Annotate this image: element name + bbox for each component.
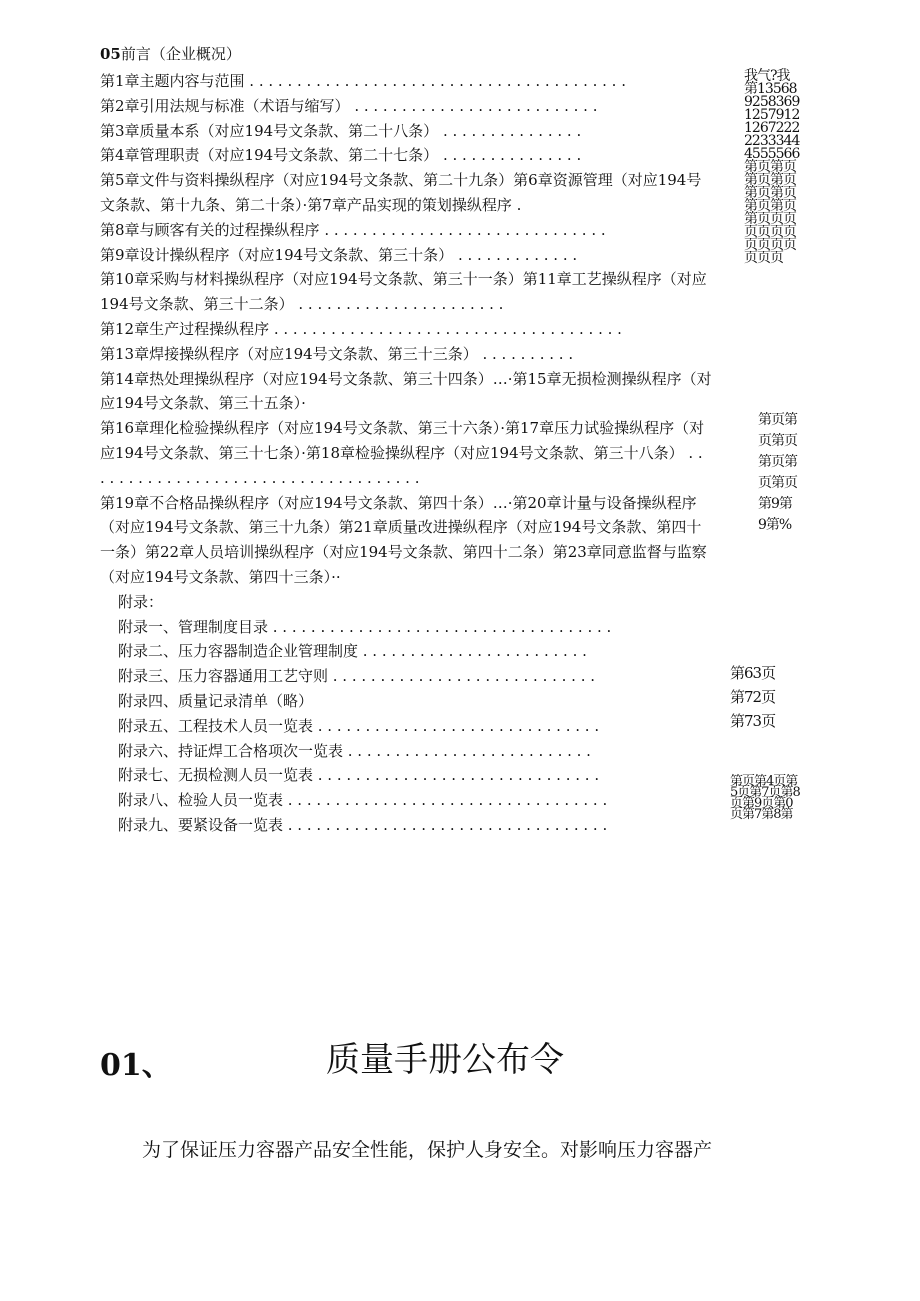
table-of-contents <box>100 69 712 838</box>
toc-entry-ch14-15[interactable]: 第14章热处理操纵程序（对应194号文条款、第三十四条）…·第15章无损检测操纵程序（对应194号文条款、第三十五条）· <box>100 369 712 413</box>
toc-entry-appendix-3[interactable]: 附录三、压力容器通用工艺守则 . . . . . . . . . . . . . . . . . . . . . . . . . . . . <box>118 667 596 686</box>
toc-entry-ch1[interactable]: 第1章主题内容与范围 . . . . . . . . . . . . . . . . . . . . . . . . . . . . . . . . . . . . . . . . <box>100 72 626 90</box>
toc-entry-ch3[interactable]: 第3章质量本系（对应194号文条款、第二十八条） . . . . . . . . . . . . . . . <box>100 121 582 140</box>
toc-entry-appendix-4[interactable]: 附录四、质量记录清单（略） <box>118 691 314 710</box>
section-number: 01、 <box>100 1048 172 1083</box>
toc-heading <box>100 44 241 64</box>
toc-entry-ch4[interactable]: 第4章管理职责（对应194号文条款、第二十七条） . . . . . . . . . . . . . . . <box>100 146 582 165</box>
toc-entry-appendix-7[interactable]: 附录七、无损检测人员一览表 . . . . . . . . . . . . . . . . . . . . . . . . . . . . . . <box>118 766 600 785</box>
page-number: 第63页 <box>730 664 776 682</box>
toc-entry-ch9[interactable]: 第9章设计操纵程序（对应194号文条款、第三十条） . . . . . . . . . . . . . <box>100 245 578 264</box>
section-heading: 质量手册公布令 <box>326 1040 564 1080</box>
page-number-column-4: 第页第4页第5页第7页第8页第9页第0页第7第8第 <box>730 774 800 822</box>
appendix-label: 附录： <box>118 592 164 611</box>
toc-entry-appendix-9[interactable]: 附录九、要紧设备一览表 . . . . . . . . . . . . . . . . . . . . . . . . . . . . . . . . . . <box>118 815 608 834</box>
toc-entry-ch12[interactable]: 第12章生产过程操纵程序 . . . . . . . . . . . . . . . . . . . . . . . . . . . . . . . . . . . . . <box>100 319 622 338</box>
toc-entry-appendix-2[interactable]: 附录二、压力容器制造企业管理制度 . . . . . . . . . . . . . . . . . . . . . . . . <box>118 642 587 661</box>
toc-entry-ch13[interactable]: 第13章焊接操纵程序（对应194号文条款、第三十三条） . . . . . . . . . . <box>100 344 574 363</box>
body-paragraph: 为了保证压力容器产品安全性能，保护人身安全。对影响压力容器产 <box>142 1139 713 1161</box>
toc-entry-ch10-11[interactable]: 第10章采购与材料操纵程序（对应194号文条款、第三十一条）第11章工艺操纵程序（对应194号文条款、第三十二条） . . . . . . . . . . . . . . . . . . . . . . <box>100 270 707 314</box>
toc-heading-number: 05 <box>100 45 121 63</box>
toc-entry-appendix-1[interactable]: 附录一、管理制度目录 . . . . . . . . . . . . . . . . . . . . . . . . . . . . . . . . . . . . <box>118 617 612 636</box>
toc-heading-text: 前言（企业概况） <box>120 45 241 63</box>
toc-entry-appendix-6[interactable]: 附录六、持证焊工合格项次一览表 . . . . . . . . . . . . . . . . . . . . . . . . . . <box>118 741 591 760</box>
page-number-column-3 <box>730 661 800 733</box>
toc-entry-ch2[interactable]: 第2章引用法规与标准（术语与缩写） . . . . . . . . . . . . . . . . . . . . . . . . . . <box>100 96 598 115</box>
toc-entry-appendix-5[interactable]: 附录五、工程技术人员一览表 . . . . . . . . . . . . . . . . . . . . . . . . . . . . . . <box>118 716 600 735</box>
page-number: 第73页 <box>730 712 776 730</box>
page-number-column-1: 我气?我第1356892583691257912126722222333444555566第页第页第页第页第页第页第页第页第页页页页页页页页页页页页页页 <box>744 68 800 266</box>
toc-entry-ch8[interactable]: 第8章与顾客有关的过程操纵程序 . . . . . . . . . . . . . . . . . . . . . . . . . . . . . . <box>100 220 606 239</box>
toc-entry-ch5-7[interactable]: 第5章文件与资料操纵程序（对应194号文条款、第二十九条）第6章资源管理（对应194号文条款、第十九条、第二十条）·第7章产品实现的策划操纵程序 . <box>100 171 702 214</box>
section-title <box>100 1032 820 1082</box>
toc-entry-appendix-8[interactable]: 附录八、检验人员一览表 . . . . . . . . . . . . . . . . . . . . . . . . . . . . . . . . . . <box>118 791 608 810</box>
page-number: 第72页 <box>730 688 776 706</box>
toc-entry-ch19-23[interactable]: 第19章不合格品操纵程序（对应194号文条款、第四十条）…·第20章计量与设备操纵程序（对应194号文条款、第三十九条）第21章质量改进操纵程序（对应194号文条款、第四十一条）第22章人员培训操纵程序（对应194号文条款、第四十二条）第23章同意监督与监察（对应194号文条款、第四十三条）·· <box>100 493 707 586</box>
page-number-column-2: 第页第页第页第页第页第页第9第9第% <box>758 412 797 533</box>
toc-entry-ch16-18[interactable]: 第16章理化检验操纵程序（对应194号文条款、第三十六条）·第17章压力试验操纵程序（对应194号文条款、第三十七条）·第18章检验操纵程序（对应194号文条款、第三十八条） . . . . . . . . . . . . . . . . . . . . . . . . . . . . . . . . . . . . <box>100 419 705 487</box>
appendix-list <box>118 590 712 838</box>
